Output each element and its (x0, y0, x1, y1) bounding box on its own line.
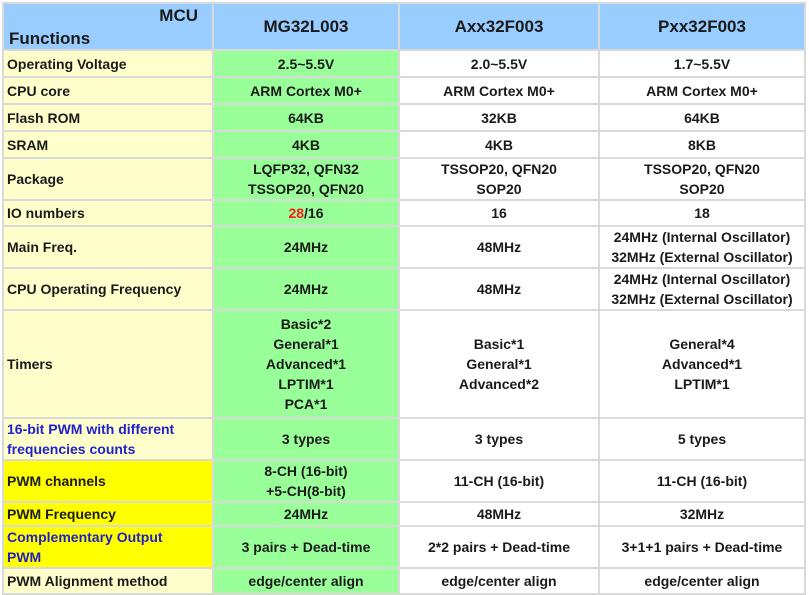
column-header-pxx32f003: Pxx32F003 (599, 3, 805, 50)
table-row (3, 418, 805, 460)
highlighted-io-count: 28 (288, 205, 305, 221)
column-header-mg32l003: MG32L003 (213, 3, 399, 50)
axx32f003-value: 48MHz (399, 502, 599, 526)
mg32l003-value (213, 200, 399, 226)
header-row (3, 3, 805, 50)
mg32l003-value: 24MHz (213, 502, 399, 526)
table-row (3, 268, 805, 310)
value-line: Advanced*1 (661, 356, 743, 372)
axx32f003-value: 48MHz (399, 268, 599, 310)
feature-label: Timers (3, 310, 213, 418)
feature-label: Operating Voltage (3, 50, 213, 77)
table-row (3, 50, 805, 77)
pxx32f003-value: ARM Cortex M0+ (599, 77, 805, 104)
pxx32f003-value: 64KB (599, 104, 805, 131)
pxx32f003-value (599, 158, 805, 200)
value-line: TSSOP20, QFN20 (644, 161, 760, 177)
feature-label-line: frequencies counts (7, 441, 136, 457)
value-line: General*1 (273, 336, 339, 352)
table-row (3, 104, 805, 131)
value-line: TSSOP20, QFN20 (441, 161, 557, 177)
value-line: SOP20 (476, 181, 522, 197)
value-line: LPTIM*1 (278, 376, 334, 392)
table-row (3, 568, 805, 594)
value-line: LPTIM*1 (674, 376, 730, 392)
axx32f003-value: 16 (399, 200, 599, 226)
feature-label (3, 526, 213, 568)
feature-label: PWM Alignment method (3, 568, 213, 594)
pxx32f003-value (599, 310, 805, 418)
io-count-rest: /16 (304, 205, 324, 221)
value-line: General*1 (466, 356, 532, 372)
mg32l003-value: 2.5~5.5V (213, 50, 399, 77)
axx32f003-value: edge/center align (399, 568, 599, 594)
mg32l003-value (213, 158, 399, 200)
feature-label: PWM Frequency (3, 502, 213, 526)
value-line: 8-CH (16-bit) (264, 463, 348, 479)
table-row (3, 226, 805, 268)
pxx32f003-value: 32MHz (599, 502, 805, 526)
value-line: LQFP32, QFN32 (253, 161, 359, 177)
table-row (3, 502, 805, 526)
mcu-header-label: MCU (159, 6, 198, 25)
mg32l003-value: 4KB (213, 131, 399, 158)
axx32f003-value: 3 types (399, 418, 599, 460)
mg32l003-value: 3 types (213, 418, 399, 460)
axx32f003-value: 32KB (399, 104, 599, 131)
axx32f003-value: 4KB (399, 131, 599, 158)
axx32f003-value: ARM Cortex M0+ (399, 77, 599, 104)
axx32f003-value: 2.0~5.5V (399, 50, 599, 77)
pxx32f003-value: 5 types (599, 418, 805, 460)
pxx32f003-value: 3+1+1 pairs + Dead-time (599, 526, 805, 568)
feature-label: IO numbers (3, 200, 213, 226)
mg32l003-value: 64KB (213, 104, 399, 131)
feature-label-line: Complementary Output (7, 529, 163, 545)
value-line: +5-CH(8-bit) (266, 483, 346, 499)
value-line: General*4 (669, 336, 735, 352)
table-row (3, 77, 805, 104)
pxx32f003-value: edge/center align (599, 568, 805, 594)
value-line: SOP20 (679, 181, 725, 197)
value-line: Advanced*2 (458, 376, 540, 392)
feature-label: Main Freq. (3, 226, 213, 268)
feature-label: Flash ROM (3, 104, 213, 131)
mg32l003-value: ARM Cortex M0+ (213, 77, 399, 104)
table-row (3, 200, 805, 226)
mg32l003-value: 24MHz (213, 268, 399, 310)
feature-label: SRAM (3, 131, 213, 158)
value-line: PCA*1 (284, 396, 328, 412)
comparison-table (2, 2, 806, 595)
mg32l003-value (213, 310, 399, 418)
mg32l003-value: 3 pairs + Dead-time (213, 526, 399, 568)
axx32f003-value (399, 158, 599, 200)
functions-header-label: Functions (9, 29, 91, 48)
feature-label-line: 16-bit PWM with different (7, 421, 175, 437)
pxx32f003-value: 18 (599, 200, 805, 226)
column-header-axx32f003: Axx32F003 (399, 3, 599, 50)
mg32l003-value (213, 460, 399, 502)
table-row (3, 526, 805, 568)
feature-label (3, 418, 213, 460)
value-line: 32MHz (External Oscillator) (611, 249, 793, 265)
pxx32f003-value (599, 226, 805, 268)
pxx32f003-value: 8KB (599, 131, 805, 158)
value-line: Advanced*1 (265, 356, 347, 372)
axx32f003-value (399, 310, 599, 418)
feature-label: CPU core (3, 77, 213, 104)
mg32l003-value: 24MHz (213, 226, 399, 268)
value-line: Basic*2 (280, 316, 332, 332)
axx32f003-value: 11-CH (16-bit) (399, 460, 599, 502)
feature-label: PWM channels (3, 460, 213, 502)
feature-label: CPU Operating Frequency (3, 268, 213, 310)
feature-label-line: PWM (7, 549, 42, 565)
axx32f003-value: 48MHz (399, 226, 599, 268)
corner-header-cell (3, 3, 213, 50)
feature-label: Package (3, 158, 213, 200)
pxx32f003-value: 1.7~5.5V (599, 50, 805, 77)
pxx32f003-value (599, 268, 805, 310)
table-row (3, 131, 805, 158)
mg32l003-value: edge/center align (213, 568, 399, 594)
value-line: 32MHz (External Oscillator) (611, 291, 793, 307)
pxx32f003-value: 11-CH (16-bit) (599, 460, 805, 502)
value-line: 24MHz (Internal Oscillator) (613, 271, 791, 287)
table-row (3, 460, 805, 502)
value-line: Basic*1 (473, 336, 525, 352)
value-line: 24MHz (Internal Oscillator) (613, 229, 791, 245)
table-row (3, 158, 805, 200)
axx32f003-value: 2*2 pairs + Dead-time (399, 526, 599, 568)
table-row (3, 310, 805, 418)
value-line: TSSOP20, QFN20 (248, 181, 364, 197)
